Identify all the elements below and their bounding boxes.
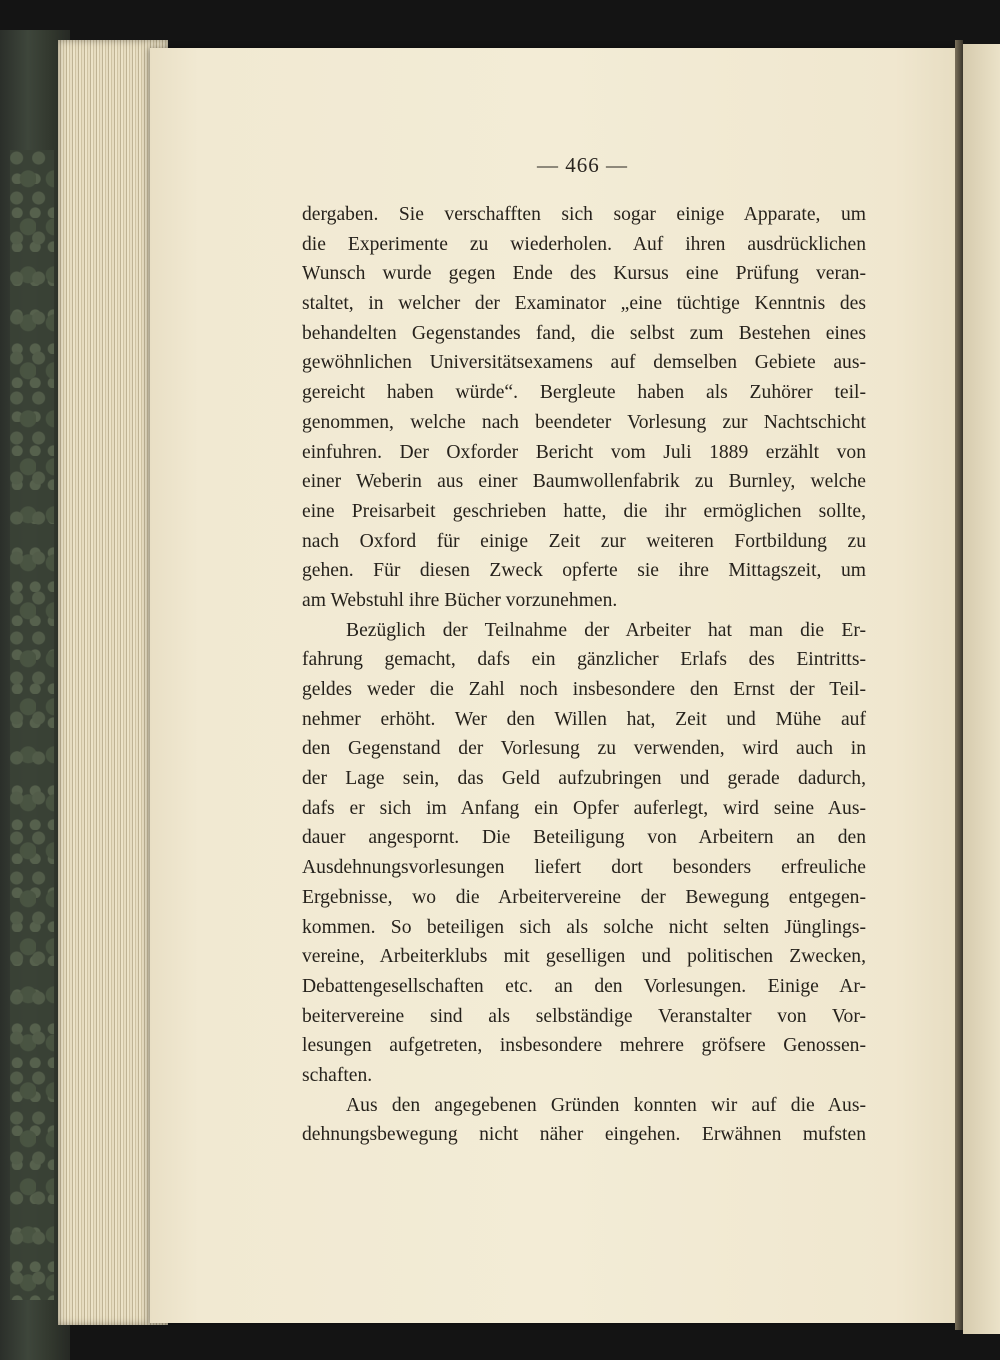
- text-line: staltet, in welcher der Examinator „eine tüchtige Kenntnis des: [302, 293, 866, 315]
- text-line: gereicht haben würde“. Bergleute haben als Zuhörer teil-: [302, 382, 866, 404]
- text-line: Aus den angegebenen Gründen konnten wir auf die Aus-: [346, 1094, 866, 1116]
- text-line: schaften.: [302, 1064, 373, 1086]
- text-line: nehmer erhöht. Wer den Willen hat, Zeit und Mühe auf: [302, 708, 866, 730]
- text-line: dafs er sich im Anfang ein Opfer auferlegt, wird seine Aus-: [302, 797, 866, 819]
- text-line: Ausdehnungsvorlesungen liefert dort besonders erfreuliche: [302, 857, 866, 879]
- text-line: eine Preisarbeit geschrieben hatte, die ihr ermöglichen sollte,: [302, 500, 866, 522]
- text-line: gewöhnlichen Universitätsexamens auf demselben Gebiete aus-: [302, 352, 866, 374]
- text-line: gehen. Für diesen Zweck opferte sie ihre Mittagszeit, um: [302, 560, 866, 582]
- facing-page-edge: [963, 44, 1000, 1334]
- text-line: beitervereine sind als selbständige Veranstalter von Vor-: [302, 1005, 866, 1027]
- page-number: — 466 —: [537, 153, 628, 177]
- text-line: den Gegenstand der Vorlesung zu verwenden, wird auch in: [302, 738, 866, 760]
- text-line: behandelten Gegenstandes fand, die selbst zum Bestehen eines: [302, 322, 866, 344]
- text-line: vereine, Arbeiterklubs mit geselligen und politischen Zwecken,: [302, 946, 866, 968]
- text-line: die Experimente zu wiederholen. Auf ihren ausdrücklichen: [302, 233, 866, 255]
- text-line: am Webstuhl ihre Bücher vorzunehmen.: [302, 589, 618, 611]
- text-line: kommen. So beteiligen sich als solche nicht selten Jünglings-: [302, 916, 866, 938]
- text-line: Debattengesellschaften etc. an den Vorlesungen. Einige Ar-: [302, 975, 866, 997]
- body-text: [302, 200, 866, 1150]
- text-line: einfuhren. Der Oxforder Bericht vom Juli 1889 erzählt von: [302, 441, 866, 463]
- text-line: genommen, welche nach beendeter Vorlesung zur Nachtschicht: [302, 411, 866, 433]
- text-line: einer Weberin aus einer Baumwollenfabrik zu Burnley, welche: [302, 471, 866, 493]
- text-line: dergaben. Sie verschafften sich sogar einige Apparate, um: [302, 204, 866, 225]
- text-line: geldes weder die Zahl noch insbesondere den Ernst der Teil-: [302, 679, 866, 700]
- text-line: Wunsch wurde gegen Ende des Kursus eine Prüfung veran-: [302, 263, 866, 285]
- text-line: fahrung gemacht, dafs ein gänzlicher Erlafs des Eintritts-: [302, 649, 866, 671]
- text-line: dauer angespornt. Die Beteiligung von Arbeitern an den: [302, 827, 866, 849]
- text-line: der Lage sein, das Geld aufzubringen und gerade dadurch,: [302, 768, 866, 790]
- text-line: Ergebnisse, wo die Arbeitervereine der Bewegung entgegen-: [302, 886, 866, 908]
- text-line: dehnungsbewegung nicht näher eingehen. Erwähnen mufsten: [302, 1124, 866, 1146]
- text-line: nach Oxford für einige Zeit zur weiteren Fortbildung zu: [302, 530, 866, 552]
- text-line: lesungen aufgetreten, insbesondere mehrere gröfsere Genossen-: [302, 1035, 866, 1057]
- text-line: Bezüglich der Teilnahme der Arbeiter hat man die Er-: [346, 619, 866, 641]
- marbled-cover-pattern: [10, 150, 54, 1300]
- book-gutter: [955, 40, 963, 1330]
